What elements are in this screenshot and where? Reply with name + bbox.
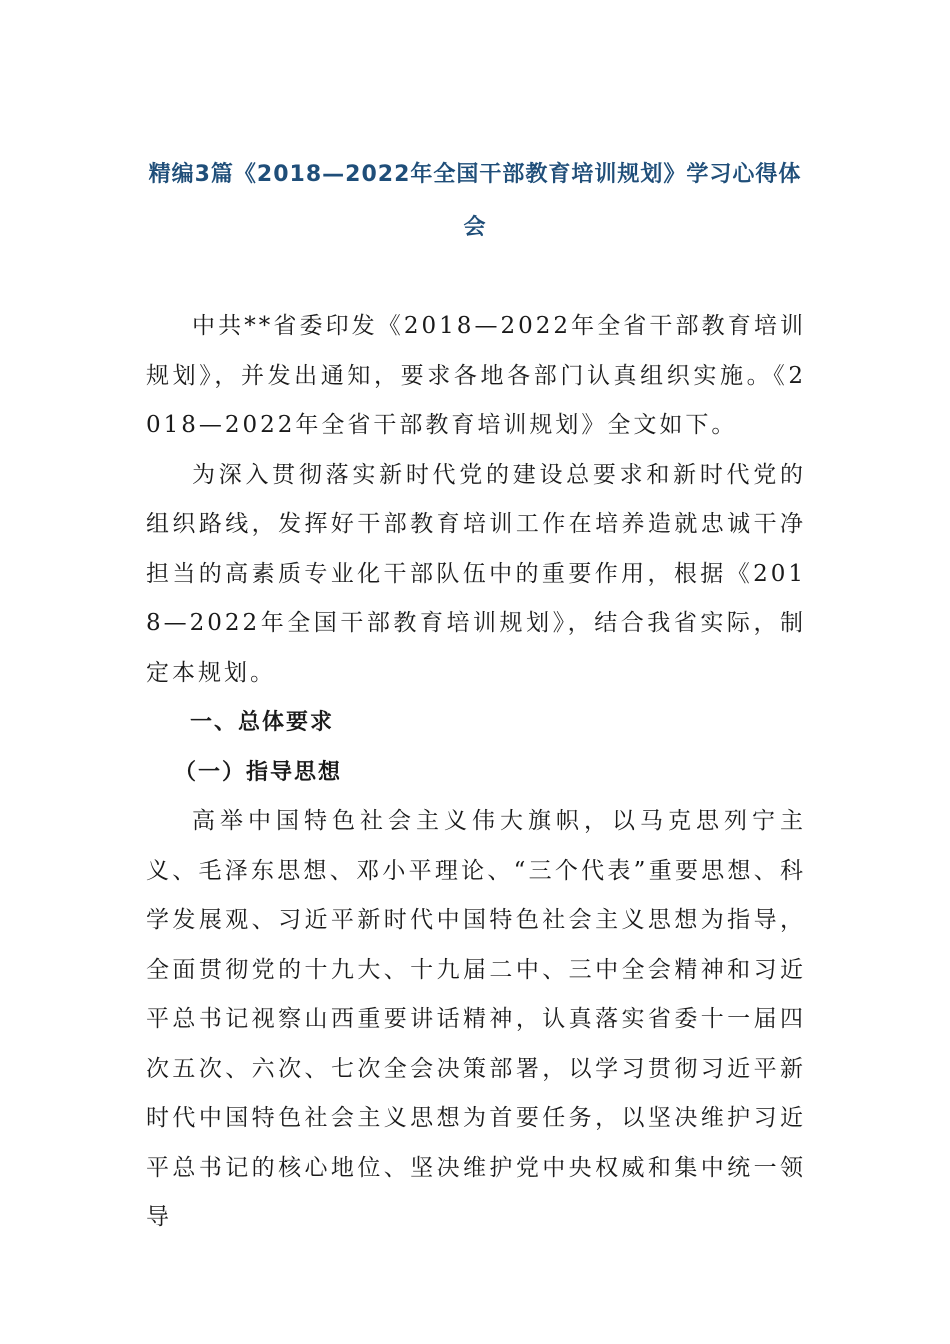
paragraph-purpose: 为深入贯彻落实新时代党的建设总要求和新时代党的组织路线，发挥好干部教育培训工作在培养造就忠诚干净担当的高素质专业化干部队伍中的重要作用，根据《2018—2022年全国干部教育培训规划》，结合我省实际，制定本规划。 xyxy=(146,461,806,686)
paragraph-intro: 中共**省委印发《2018—2022年全省干部教育培训规划》，并发出通知，要求各地各部门认真组织实施。《2018—2022年全省干部教育培训规划》全文如下。 xyxy=(146,313,806,438)
document-title: 精编3篇《2018—2022年全国干部教育培训规划》学习心得体会 xyxy=(148,162,802,240)
paragraph-guiding-thought: 高举中国特色社会主义伟大旗帜，以马克思列宁主义、毛泽东思想、邓小平理论、“三个代表”重要思想、科学发展观、习近平新时代中国特色社会主义思想为指导，全面贯彻党的十九大、十九届二中、三中全会精神和习近平总书记视察山西重要讲话精神，认真落实省委十一届四次五次、六次、七次全会决策部署，以学习贯彻习近平新时代中国特色社会主义思想为首要任务，以坚决维护习近平总书记的核心地位、坚决维护党中央权威和集中统一领导 xyxy=(146,808,806,1230)
section-heading: 一、总体要求 xyxy=(190,710,335,735)
document-body xyxy=(146,302,806,1243)
subsection-heading: （一）指导思想 xyxy=(174,759,343,785)
